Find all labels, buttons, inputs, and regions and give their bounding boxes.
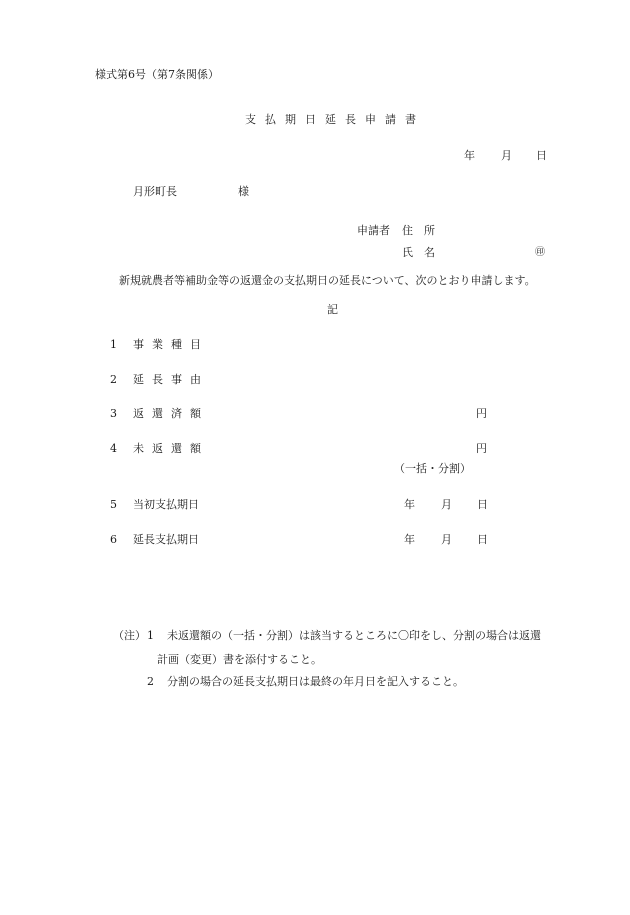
note-1-line-2: 計画（変更）書を添付すること。	[157, 653, 322, 666]
item-label-repaid-amount: 返還済額	[133, 407, 209, 420]
item-label-extended-due-date: 延長支払期日	[133, 533, 199, 546]
item-number: 4	[110, 442, 117, 455]
yen-unit: 円	[476, 407, 487, 420]
applicant-label: 申請者	[357, 224, 390, 237]
month-label: 月	[441, 533, 452, 546]
note-prefix: （注）	[113, 629, 146, 642]
item-label-extension-reason: 延長事由	[133, 373, 209, 386]
ki-heading: 記	[327, 303, 338, 316]
item-number: 2	[110, 373, 117, 386]
yen-unit: 円	[476, 442, 487, 455]
seal-mark: ㊞	[535, 247, 545, 258]
year-label: 年	[404, 498, 415, 511]
day-label: 日	[477, 498, 488, 511]
item-number: 3	[110, 407, 117, 420]
item-number: 5	[110, 498, 117, 511]
note-number: 2	[147, 675, 154, 688]
payment-method-note: （一括・分割）	[394, 462, 471, 475]
item-number: 6	[110, 533, 117, 546]
item-label-original-due-date: 当初支払期日	[133, 498, 199, 511]
form-title: 支払期日延長申請書	[245, 113, 425, 126]
note-2-text: 分割の場合の延長支払期日は最終の年月日を記入すること。	[167, 675, 464, 688]
item-label-unpaid-amount: 未返還額	[133, 442, 209, 455]
address-label: 住 所	[402, 224, 435, 237]
name-label: 氏 名	[402, 246, 435, 259]
date-day-label: 日	[536, 149, 547, 162]
addressee-honorific: 様	[238, 185, 249, 198]
addressee-name: 月形町長	[133, 185, 177, 198]
form-number: 様式第6号（第7条関係）	[95, 68, 219, 81]
item-number: 1	[110, 338, 117, 351]
item-label-business-type: 事業種目	[133, 338, 209, 351]
month-label: 月	[441, 498, 452, 511]
intro-text: 新規就農者等補助金等の返還金の支払期日の延長について、次のとおり申請します。	[119, 274, 536, 287]
date-month-label: 月	[501, 149, 512, 162]
day-label: 日	[477, 533, 488, 546]
year-label: 年	[404, 533, 415, 546]
note-number: 1	[147, 629, 154, 642]
note-1-line-1: 未返還額の（一括・分割）は該当するところに〇印をし、分割の場合は返還	[167, 629, 541, 642]
date-year-label: 年	[464, 149, 475, 162]
